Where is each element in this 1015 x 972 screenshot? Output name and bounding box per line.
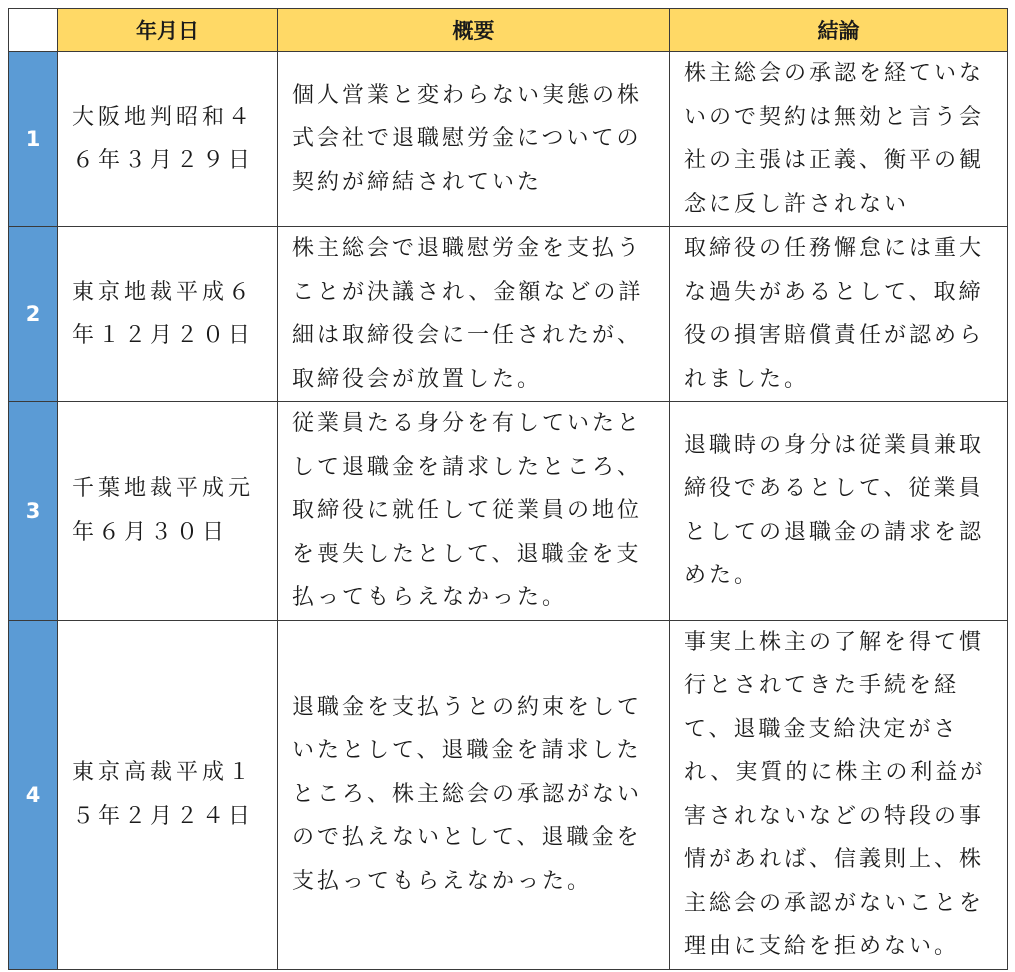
- case-date: 大阪地判昭和４６年３月２９日: [58, 52, 278, 227]
- header-conclusion: 結論: [670, 9, 1008, 52]
- case-summary: 退職金を支払うとの約束をしていたとして、退職金を請求したところ、株主総会の承認がないので払えないとして、退職金を支払ってもらえなかった。: [278, 620, 670, 969]
- row-number: 2: [9, 227, 58, 402]
- row-number: 1: [9, 52, 58, 227]
- header-date: 年月日: [58, 9, 278, 52]
- table-row: [9, 620, 1008, 969]
- case-date: 東京地裁平成６年１２月２０日: [58, 227, 278, 402]
- case-conclusion: 株主総会の承認を経ていないので契約は無効と言う会社の主張は正義、衡平の観念に反し許されない: [670, 52, 1008, 227]
- row-number: 4: [9, 620, 58, 969]
- case-date: 東京高裁平成１５年２月２４日: [58, 620, 278, 969]
- header-row: [9, 9, 1008, 52]
- case-summary: 従業員たる身分を有していたとして退職金を請求したところ、取締役に就任して従業員の地位を喪失したとして、退職金を支払ってもらえなかった。: [278, 402, 670, 621]
- header-summary: 概要: [278, 9, 670, 52]
- case-summary: 株主総会で退職慰労金を支払うことが決議され、金額などの詳細は取締役会に一任されたが、取締役会が放置した。: [278, 227, 670, 402]
- table-row: [9, 227, 1008, 402]
- table-row: [9, 402, 1008, 621]
- case-date: 千葉地裁平成元年６月３０日: [58, 402, 278, 621]
- table-row: [9, 52, 1008, 227]
- case-conclusion: 退職時の身分は従業員兼取締役であるとして、従業員としての退職金の請求を認めた。: [670, 402, 1008, 621]
- header-corner: [9, 9, 58, 52]
- case-law-table: [8, 8, 1008, 970]
- case-summary: 個人営業と変わらない実態の株式会社で退職慰労金についての契約が締結されていた: [278, 52, 670, 227]
- row-number: 3: [9, 402, 58, 621]
- case-conclusion: 事実上株主の了解を得て慣行とされてきた手続を経て、退職金支給決定がされ、実質的に株主の利益が害されないなどの特段の事情があれば、信義則上、株主総会の承認がないことを理由に支給を拒めない。: [670, 620, 1008, 969]
- case-conclusion: 取締役の任務懈怠には重大な過失があるとして、取締役の損害賠償責任が認められました。: [670, 227, 1008, 402]
